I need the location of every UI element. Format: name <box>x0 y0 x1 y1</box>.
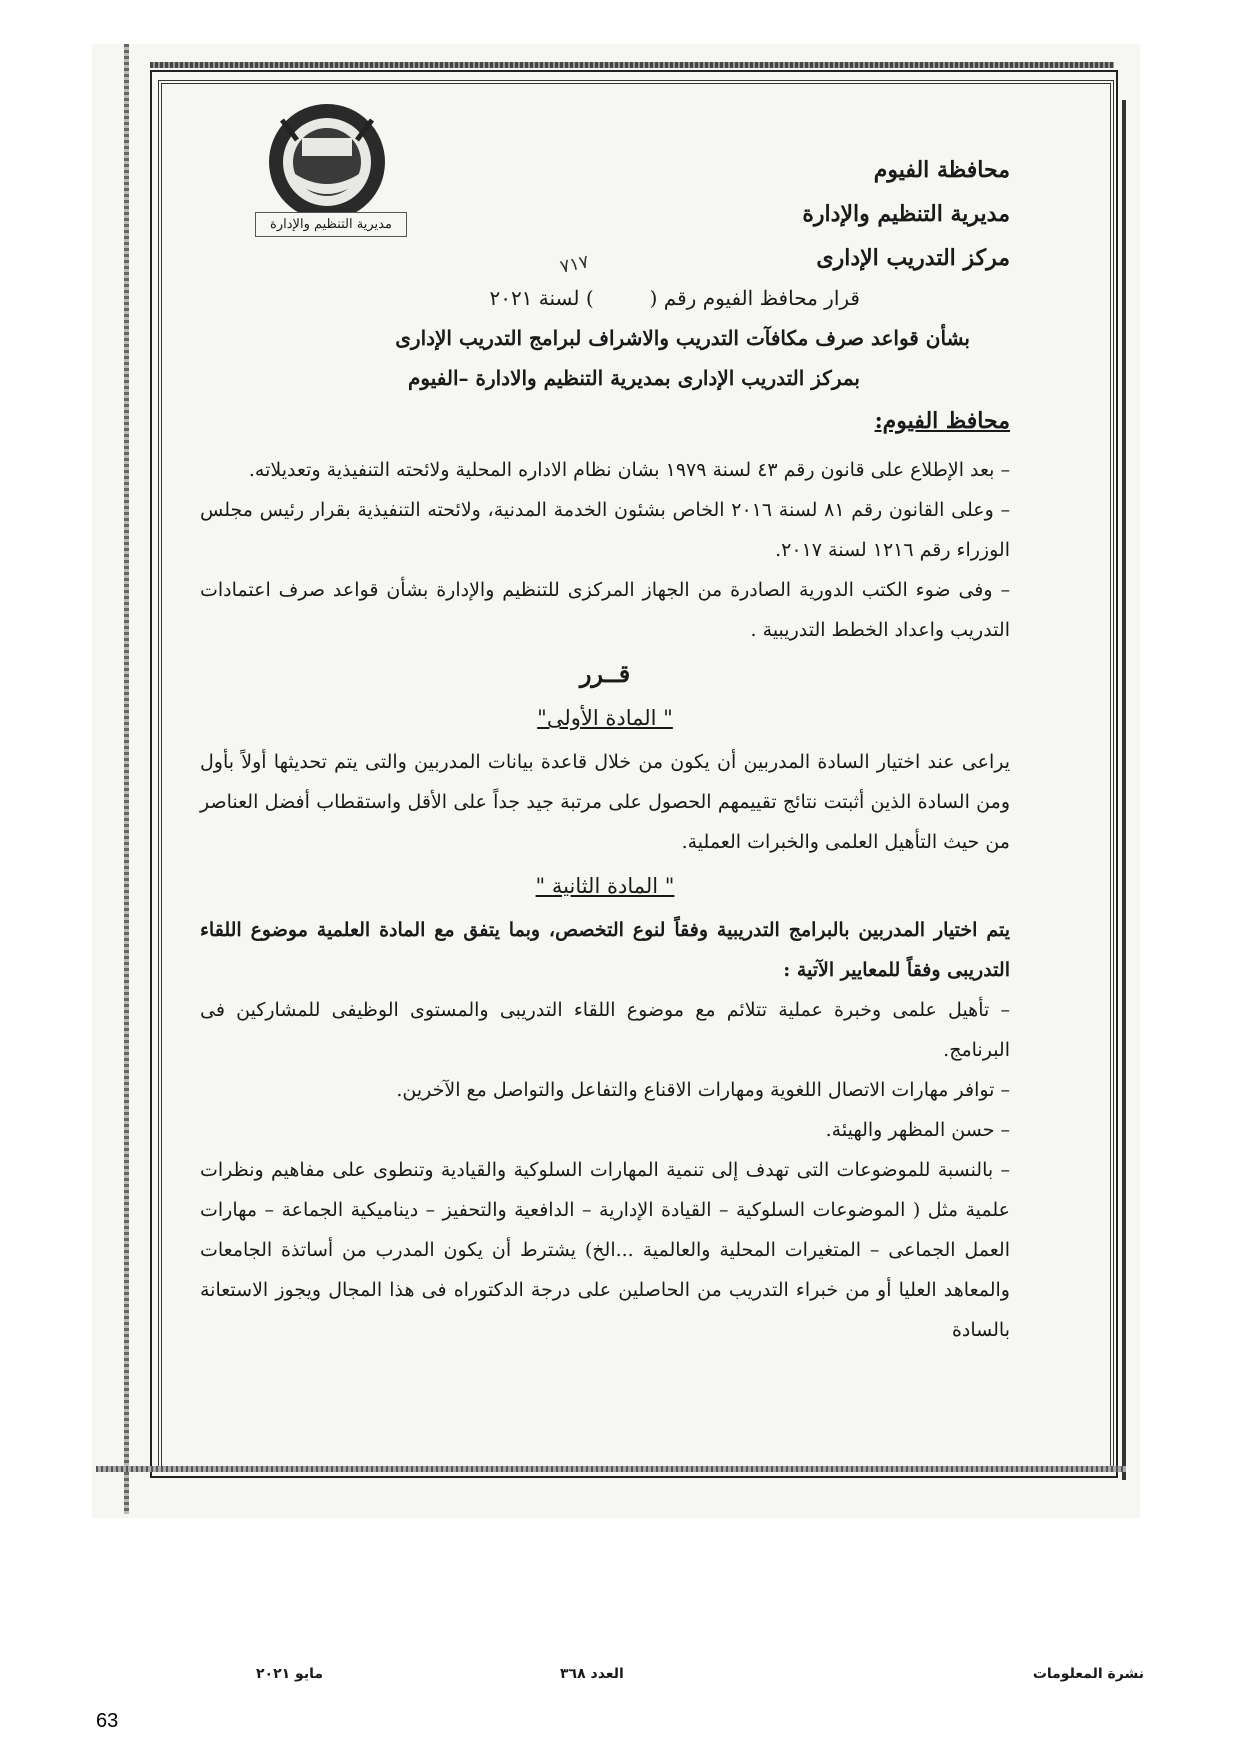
page-footer <box>0 1666 1240 1690</box>
article2-intro: يتم اختيار المدربين بالبرامج التدريبية وفقاً لنوع التخصص، وبما يتفق مع المادة العلمية موضوع اللقاء التدريبى وفقاً للمعايير الآتية : <box>200 919 1010 981</box>
decision-body <box>200 450 1010 1350</box>
article1-text: يراعى عند اختيار السادة المدربين أن يكون من خلال قاعدة بيانات المدربين والتى يتم تحديثها أولاً بأول ومن السادة الذين أثبتت نتائج تقييمهم الحصول على مرتبة جيد جداً على الأقل واستقطاب أفضل العناصر من حيث التأهيل العلمى والخبرات العملية. <box>200 751 1010 853</box>
article1-heading: " المادة الأولى" <box>537 706 673 730</box>
article2-criterion: – حسن المظهر والهيئة. <box>825 1119 1010 1141</box>
article2-heading: " المادة الثانية " <box>535 874 675 898</box>
border-left-rule <box>124 44 129 1514</box>
page-number: 63 <box>96 1710 119 1732</box>
decided-heading: قــرر <box>579 659 631 688</box>
handwritten-decision-number: ٧١٧ <box>558 251 591 278</box>
decision-title-line1: قرار محافظ الفيوم رقم () لسنة ٢٠٢١ <box>489 286 860 310</box>
preamble-item: – بعد الإطلاع على قانون رقم ٤٣ لسنة ١٩٧٩ بشان نظام الاداره المحلية ولائحته التنفيذية وتعديلاته. <box>248 459 1010 481</box>
border-bottom-rule <box>96 1466 1126 1472</box>
letterhead-governorate: محافظة الفيوم <box>873 157 1010 183</box>
footer-publication: نشرة المعلومات <box>1032 1666 1144 1682</box>
border-right-rule <box>1122 100 1126 1480</box>
preamble-item: – وعلى القانون رقم ٨١ لسنة ٢٠١٦ الخاص بشئون الخدمة المدنية، ولائحته التنفيذية بقرار رئيس مجلس الوزراء رقم ١٢١٦ لسنة ٢٠١٧. <box>200 499 1010 561</box>
decision-title-line2: بشأن قواعد صرف مكافآت التدريب والاشراف لبرامج التدريب الإدارى <box>395 326 970 350</box>
preamble-item: – وفى ضوء الكتب الدورية الصادرة من الجهاز المركزى للتنظيم والإدارة بشأن قواعد صرف اعتمادات التدريب واعداد الخطط التدريبية . <box>200 579 1010 641</box>
document-content <box>200 90 1010 1450</box>
letterhead-directorate: مديرية التنظيم والإدارة <box>802 201 1010 227</box>
emblem-caption: مديرية التنظيم والإدارة <box>255 212 407 237</box>
footer-date: مايو ٢٠٢١ <box>256 1666 324 1682</box>
article2-criterion: – بالنسبة للموضوعات التى تهدف إلى تنمية المهارات السلوكية والقيادية وتنطوى على مفاهيم ونظرات علمية مثل ( الموضوعات السلوكية – القيادة الإدارية – الدافعية والتحفيز – ديناميكية الجماعة – مهارات العمل الجماعى – المتغيرات المحلية والعالمية ...الخ) يشترط أن يكون المدرب من أساتذة الجامعات والمعاهد العليا أو من خبراء التدريب من الحاصلين على درجة الدكتوراه فى هذا المجال ويجوز الاستعانة بالسادة <box>200 1159 1010 1341</box>
governor-label: محافظ الفيوم: <box>874 408 1010 434</box>
letterhead <box>590 148 1010 280</box>
decision-title-line3: بمركز التدريب الإدارى بمديرية التنظيم والادارة –الفيوم <box>407 366 860 390</box>
letterhead-center: مركز التدريب الإدارى <box>816 245 1010 271</box>
article2-criterion: – تأهيل علمى وخبرة عملية تتلائم مع موضوع اللقاء التدريبى والمستوى الوظيفى للمشاركين فى البرنامج. <box>200 999 1010 1061</box>
decision-title <box>200 278 1010 398</box>
footer-issue: العدد ٣٦٨ <box>560 1666 624 1682</box>
border-top-rule <box>150 62 1114 68</box>
article2-criterion: – توافر مهارات الاتصال اللغوية ومهارات الاقناع والتفاعل والتواصل مع الآخرين. <box>396 1079 1010 1101</box>
